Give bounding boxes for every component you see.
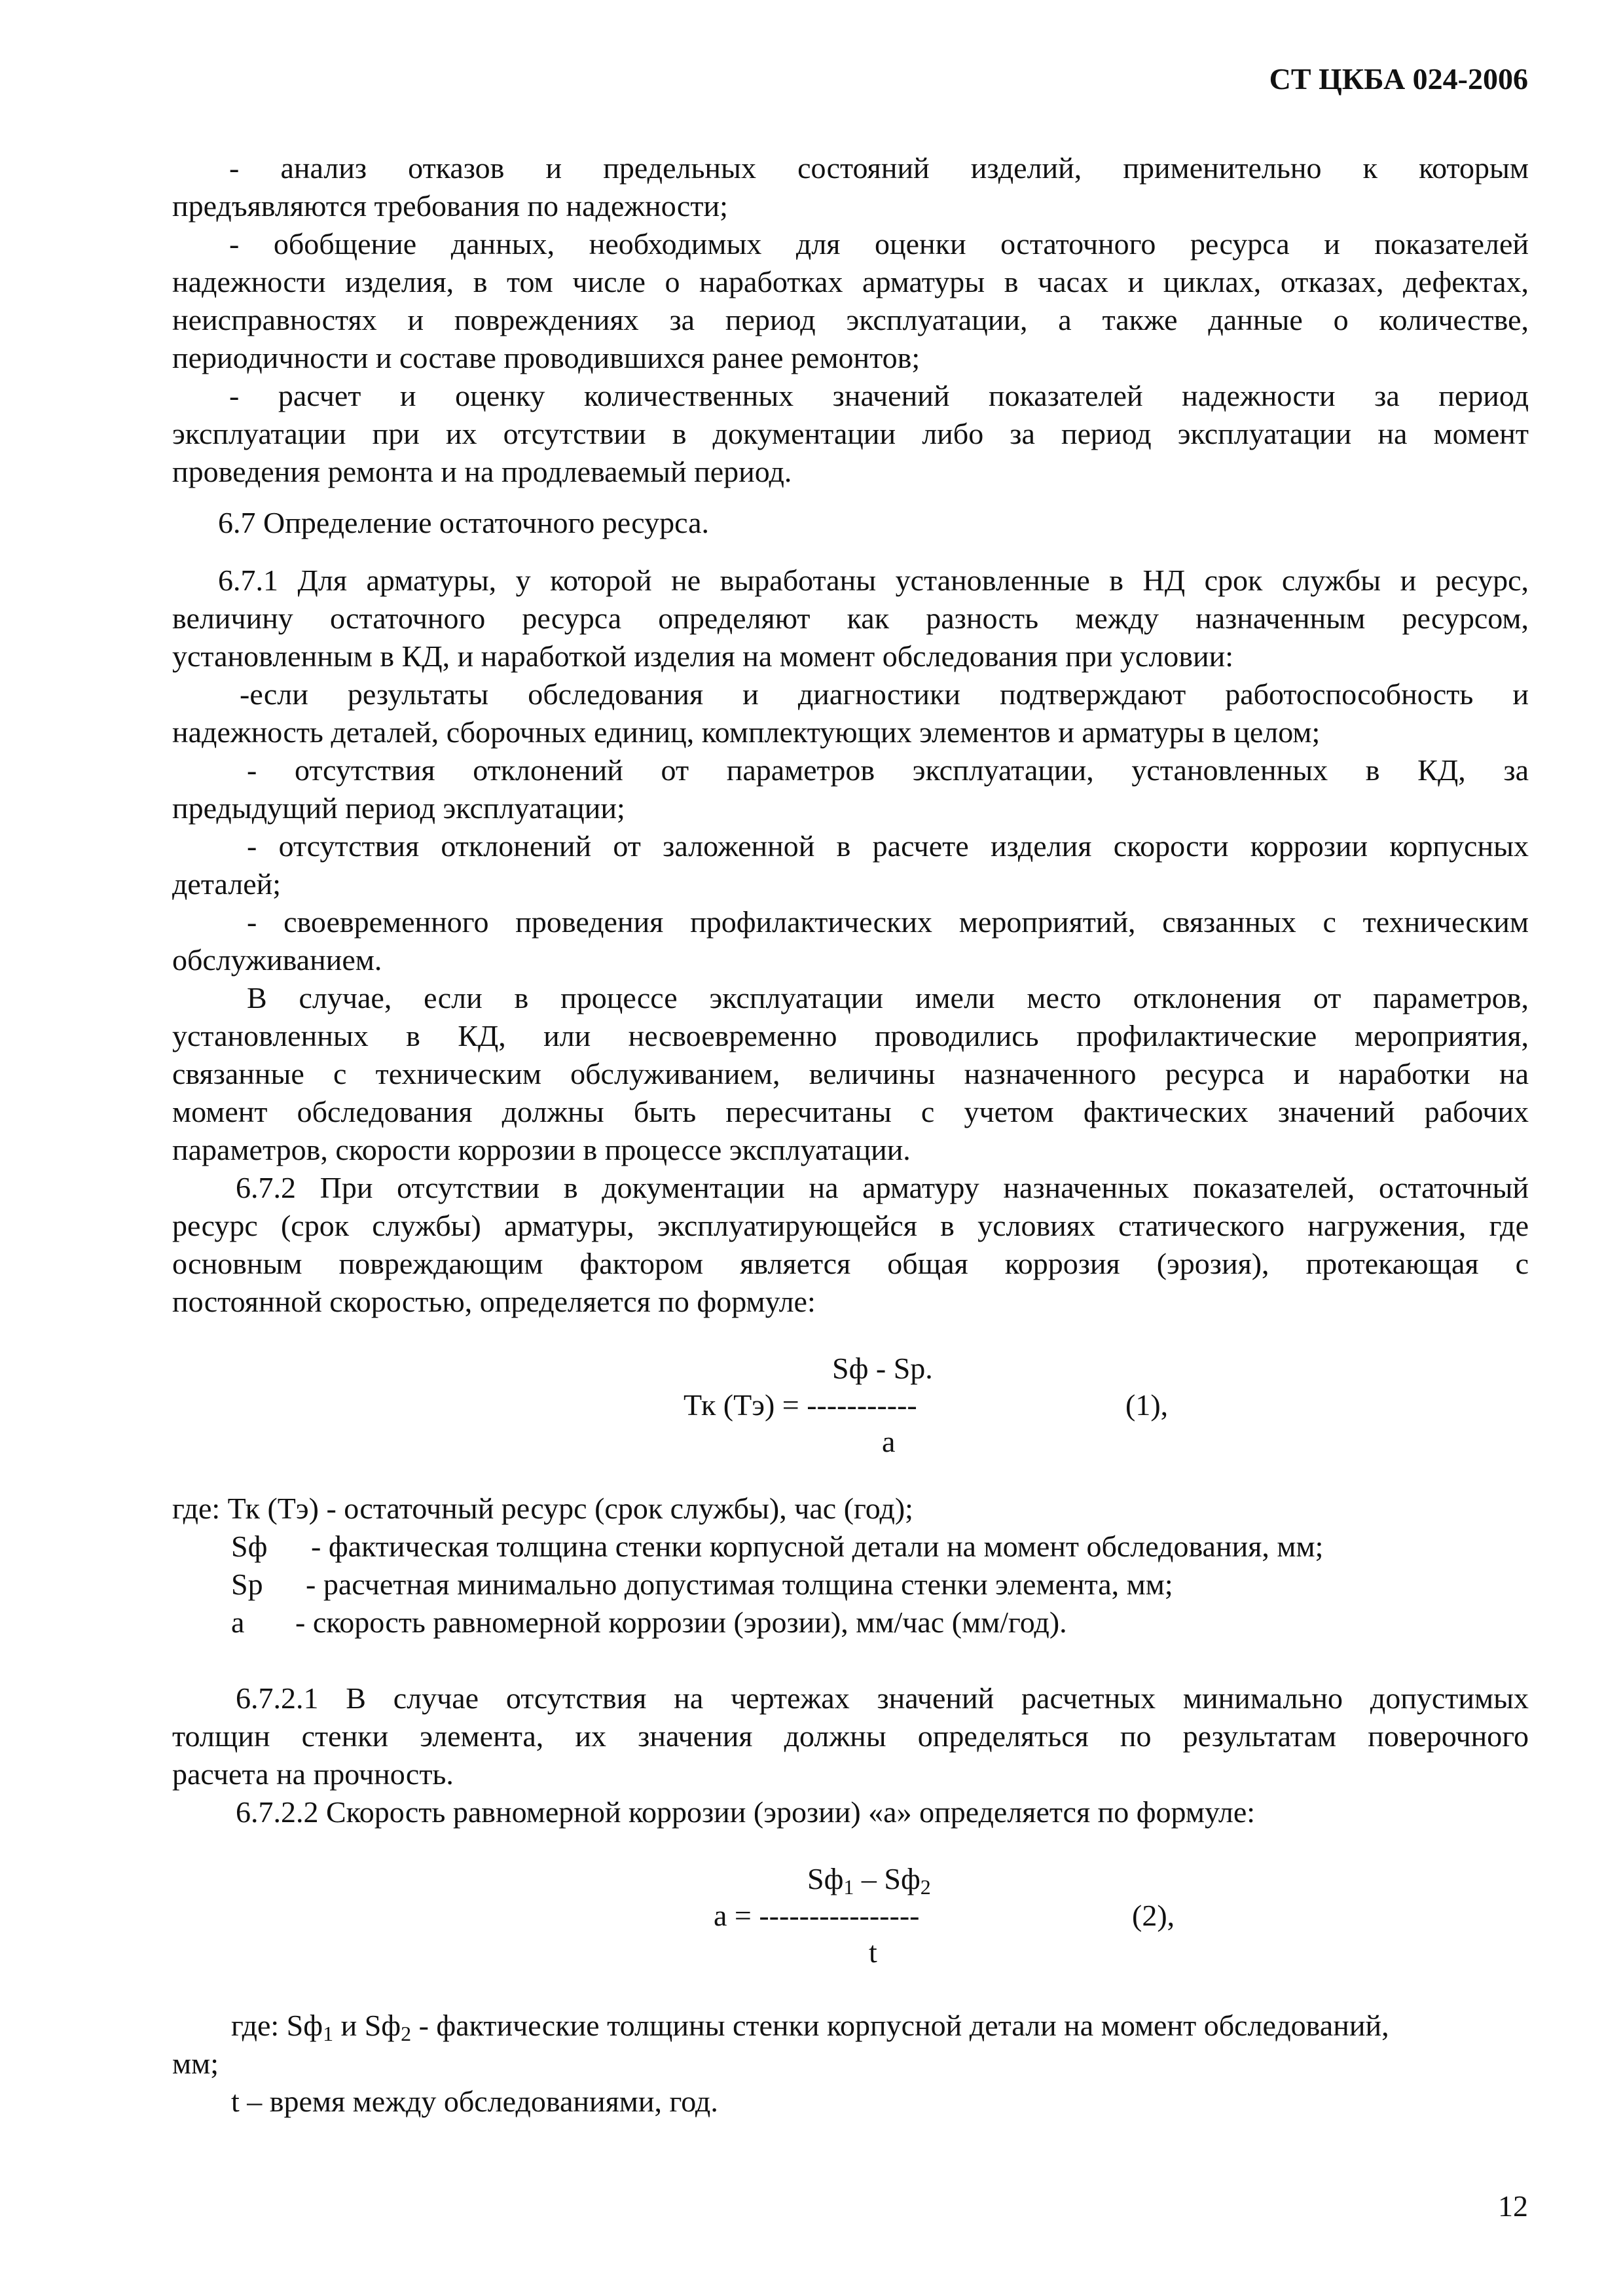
paragraph: 6.7.2.1 В случае отсутствия на чертежах значений расчетных минимально допустимых толщин стенки элемента, их значения должны определяться по результатам поверочного расчета на прочность.: [172, 1681, 1529, 1791]
list-item: - обобщение данных, необходимых для оценки остаточного ресурса и показателей надежности изделия, в том числе о наработках арматуры в часах и циклах, отказах, дефектах, неисправностях и повреждениях за период эксплуатации, а также данные о количестве, периодичности и составе проводившихся ранее ремонтов;: [172, 227, 1529, 374]
formula-number: (2),: [1132, 1899, 1175, 1932]
formula-lhs: Тк (Тэ) = -----------: [684, 1388, 917, 1422]
condition-item: - своевременного проведения профилактических мероприятий, связанных с техническим обслуживанием.: [172, 905, 1529, 977]
section-heading: 6.7 Определение остаточного ресурса.: [218, 506, 709, 539]
condition-item: - отсутствия отклонений от заложенной в расчете изделия скорости коррозии корпусных деталей;: [172, 829, 1529, 901]
list-item: - анализ отказов и предельных состояний изделий, применительно к которым предъявляются требования по надежности;: [172, 151, 1529, 223]
formula-denominator: а: [882, 1425, 896, 1458]
paragraph: 6.7.1 Для арматуры, у которой не выработаны установленные в НД срок службы и ресурс, величину остаточного ресурса определяют как разность между назначенным ресурсом, установленным в КД, и наработкой изделия на момент обследования при условии:: [172, 564, 1529, 673]
formula-denominator: t: [869, 1935, 877, 1969]
formula-numerator: Sф - Sр.: [832, 1352, 933, 1385]
document-header: СТ ЦКБА 024-2006: [1269, 62, 1528, 96]
formula-number: (1),: [1125, 1388, 1169, 1422]
formula-2: [172, 1860, 1529, 1971]
paragraph: В случае, если в процессе эксплуатации имели место отклонения от параметров, установленных в КД, или несвоевременно проводились профилактические мероприятия, связанные с техническим обслуживанием, величины назначенного ресурса и наработки на момент обследования должны быть пересчитаны с учетом фактических значений рабочих параметров, скорости коррозии в процессе эксплуатации.: [172, 981, 1529, 1166]
paragraph: 6.7.2 При отсутствии в документации на арматуру назначенных показателей, остаточный ресурс (срок службы) арматуры, эксплуатирующейся в условиях статического нагружения, где основным повреждающим фактором является общая коррозия (эрозия), протекающая с постоянной скоростью, определяется по формуле:: [172, 1171, 1529, 1318]
formula-legend: где: $Sф_1$ и $Sф_2$ - фактические толщины стенки корпусной детали на момент обследований, мм; t – время между обследованиями, год.: [172, 2009, 1389, 2118]
condition-item: - отсутствия отклонений от параметров эксплуатации, установленных в КД, за предыдущий период эксплуатации;: [172, 753, 1529, 825]
paragraph: 6.7.2.2 Скорость равномерной коррозии (эрозии) «а» определяется по формуле:: [236, 1795, 1256, 1829]
formula-legend: где: Тк (Тэ) - остаточный ресурс (срок службы), час (год); Sф - фактическая толщина стенки корпусной детали на момент обследования, мм; Sр - расчетная минимально допустимая толщина стенки элемента, мм; а - скорость равномерной коррозии (эрозии), мм/час (мм/год).: [172, 1492, 1324, 1639]
list-item: - расчет и оценку количественных значений показателей надежности за период эксплуатации при их отсутствии в документации либо за период эксплуатации на момент проведения ремонта и на продлеваемый период.: [172, 379, 1529, 488]
formula-lhs: а = ----------------: [714, 1899, 920, 1932]
formula-numerator: $Sф_1 - Sф_2$: [807, 1862, 931, 1899]
formula-1: [172, 1350, 1529, 1461]
condition-item: -если результаты обследования и диагностики подтверждают работоспособность и надежность деталей, сборочных единиц, комплектующих элементов и арматуры в целом;: [172, 677, 1529, 749]
page-number: 12: [1498, 2189, 1528, 2223]
